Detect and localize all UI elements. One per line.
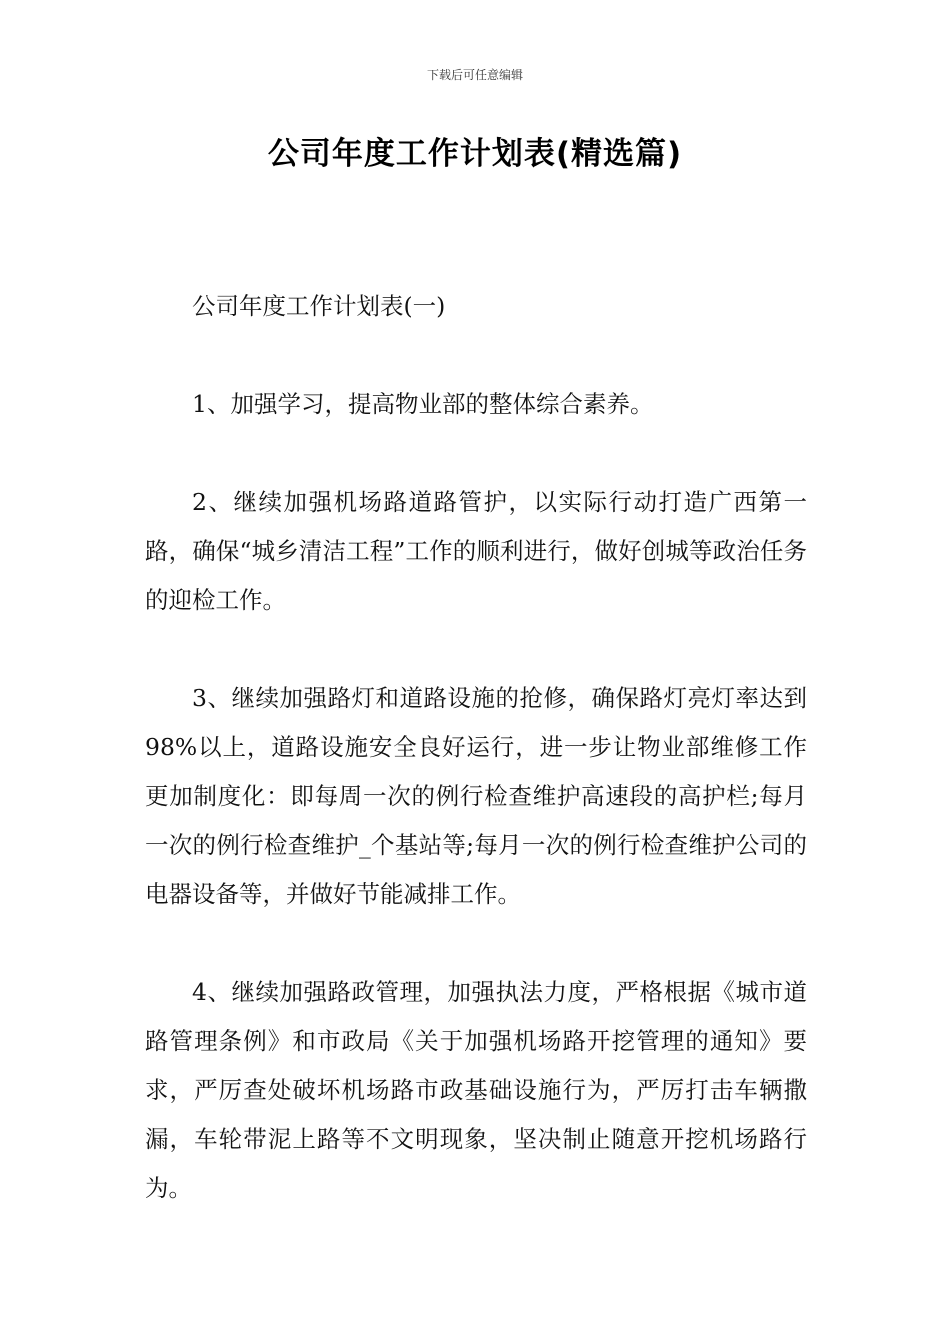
paragraph-1: 1、加强学习，提高物业部的整体综合素养。 — [192, 390, 654, 418]
paragraph-4: 4、继续加强路政管理，加强执法力度，严格根据《城市道路管理条例》和市政局《关于加强机场路开挖管理的通知》要求，严厉查处破坏机场路市政基础设施行为，严厉打击车辆撒漏，车轮带泥上路等不文明现象，坚决制止随意开挖机场路行为。 — [145, 978, 807, 1202]
document-body — [145, 282, 807, 1262]
paragraph-2: 2、继续加强机场路道路管护，以实际行动打造广西第一路，确保“城乡清洁工程”工作的顺利进行，做好创城等政治任务的迎检工作。 — [145, 488, 807, 614]
header-note: 下载后可任意编辑 — [426, 68, 523, 82]
document-title: 公司年度工作计划表(精选篇) — [267, 136, 683, 172]
paragraph-3: 3、继续加强路灯和道路设施的抢修，确保路灯亮灯率达到98%以上，道路设施安全良好运行，进一步让物业部维修工作更加制度化：即每周一次的例行检查维护高速段的高护栏;每月一次的例行检查维护_个基站等;每月一次的例行检查维护公司的电器设备等，并做好节能减排工作。 — [145, 684, 807, 908]
section-heading: 公司年度工作计划表(一) — [192, 292, 446, 320]
